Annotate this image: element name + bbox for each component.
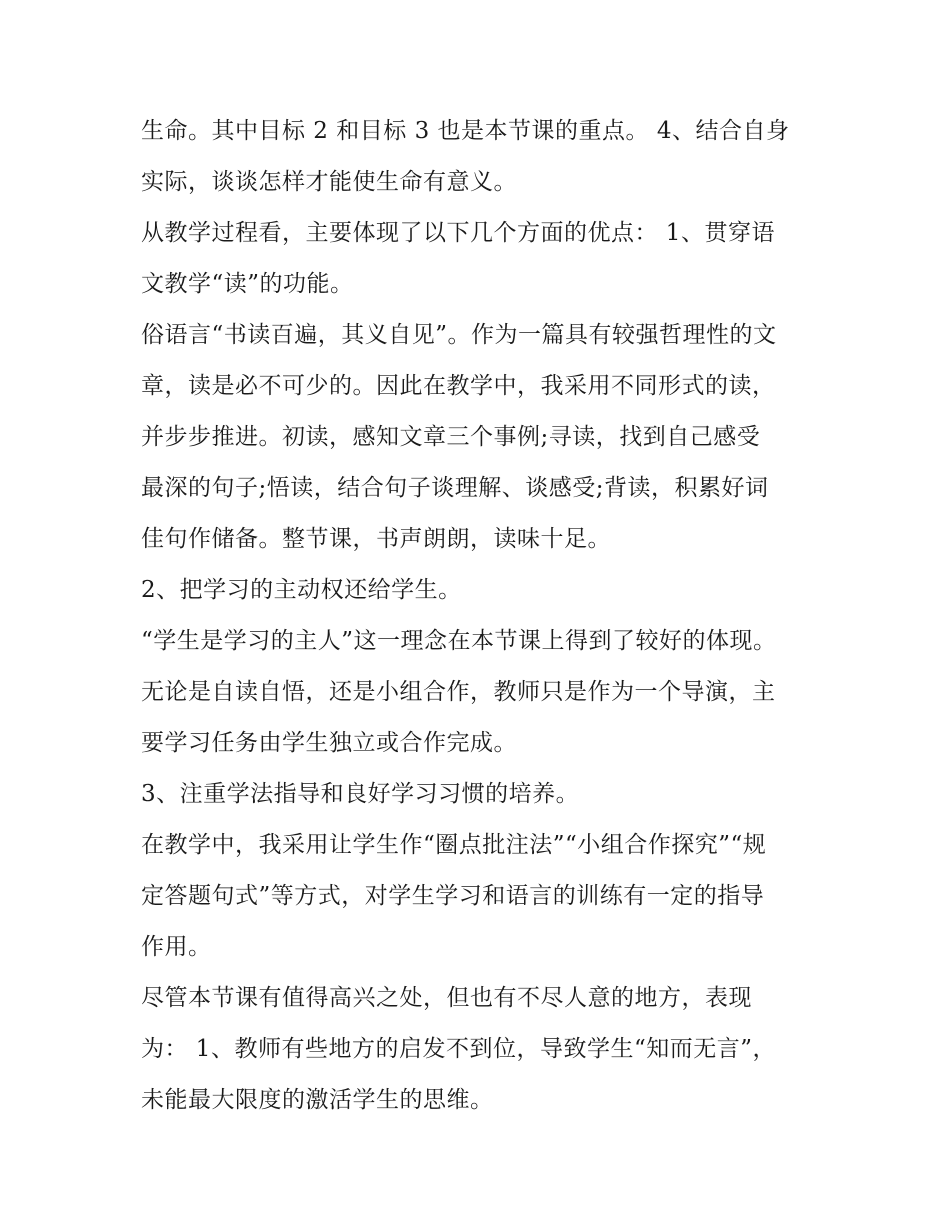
text-line: 并步步推进。初读，感知文章三个事例;寻读，找到自己感受 [141, 424, 761, 450]
text-line: 尽管本节课有值得高兴之处，但也有不尽人意的地方，表现 [141, 985, 752, 1011]
text-line: 定答题句式”等方式，对学生学习和语言的训练有一定的指导 [141, 883, 765, 909]
text-line: 生命。其中目标 2 和目标 3 也是本节课的重点。 4、结合自身 [141, 118, 790, 144]
text-line: 要学习任务由学生独立或合作完成。 [141, 730, 517, 756]
text-line: 最深的句子;悟读，结合句子谈理解、谈感受;背读，积累好词 [141, 475, 769, 501]
text-line: 从教学过程看，主要体现了以下几个方面的优点： 1、贯穿语 [141, 220, 775, 246]
text-line: 在教学中，我采用让学生作“圈点批注法”“小组合作探究”“规 [141, 832, 767, 858]
text-line: “学生是学习的主人”这一理念在本节课上得到了较好的体现。 [141, 628, 777, 654]
text-line: 作用。 [141, 934, 212, 960]
text-line: 俗语言“书读百遍，其义自见”。作为一篇具有较强哲理性的文 [141, 322, 777, 348]
text-line: 为： 1、教师有些地方的启发不到位，导致学生“知而无言”， [141, 1036, 776, 1062]
text-line: 无论是自读自悟，还是小组合作，教师只是作为一个导演，主 [141, 679, 776, 705]
text-line: 未能最大限度的激活学生的思维。 [141, 1087, 494, 1113]
text-line: 实际，谈谈怎样才能使生命有意义。 [141, 169, 517, 195]
text-line: 文教学“读”的功能。 [141, 271, 354, 297]
text-line: 3、注重学法指导和良好学习习惯的培养。 [141, 781, 580, 807]
document-body [141, 106, 821, 1126]
text-line: 章，读是必不可少的。因此在教学中，我采用不同形式的读， [141, 373, 776, 399]
text-line: 2、把学习的主动权还给学生。 [141, 577, 462, 603]
text-line: 佳句作储备。整节课，书声朗朗，读味十足。 [141, 526, 611, 552]
